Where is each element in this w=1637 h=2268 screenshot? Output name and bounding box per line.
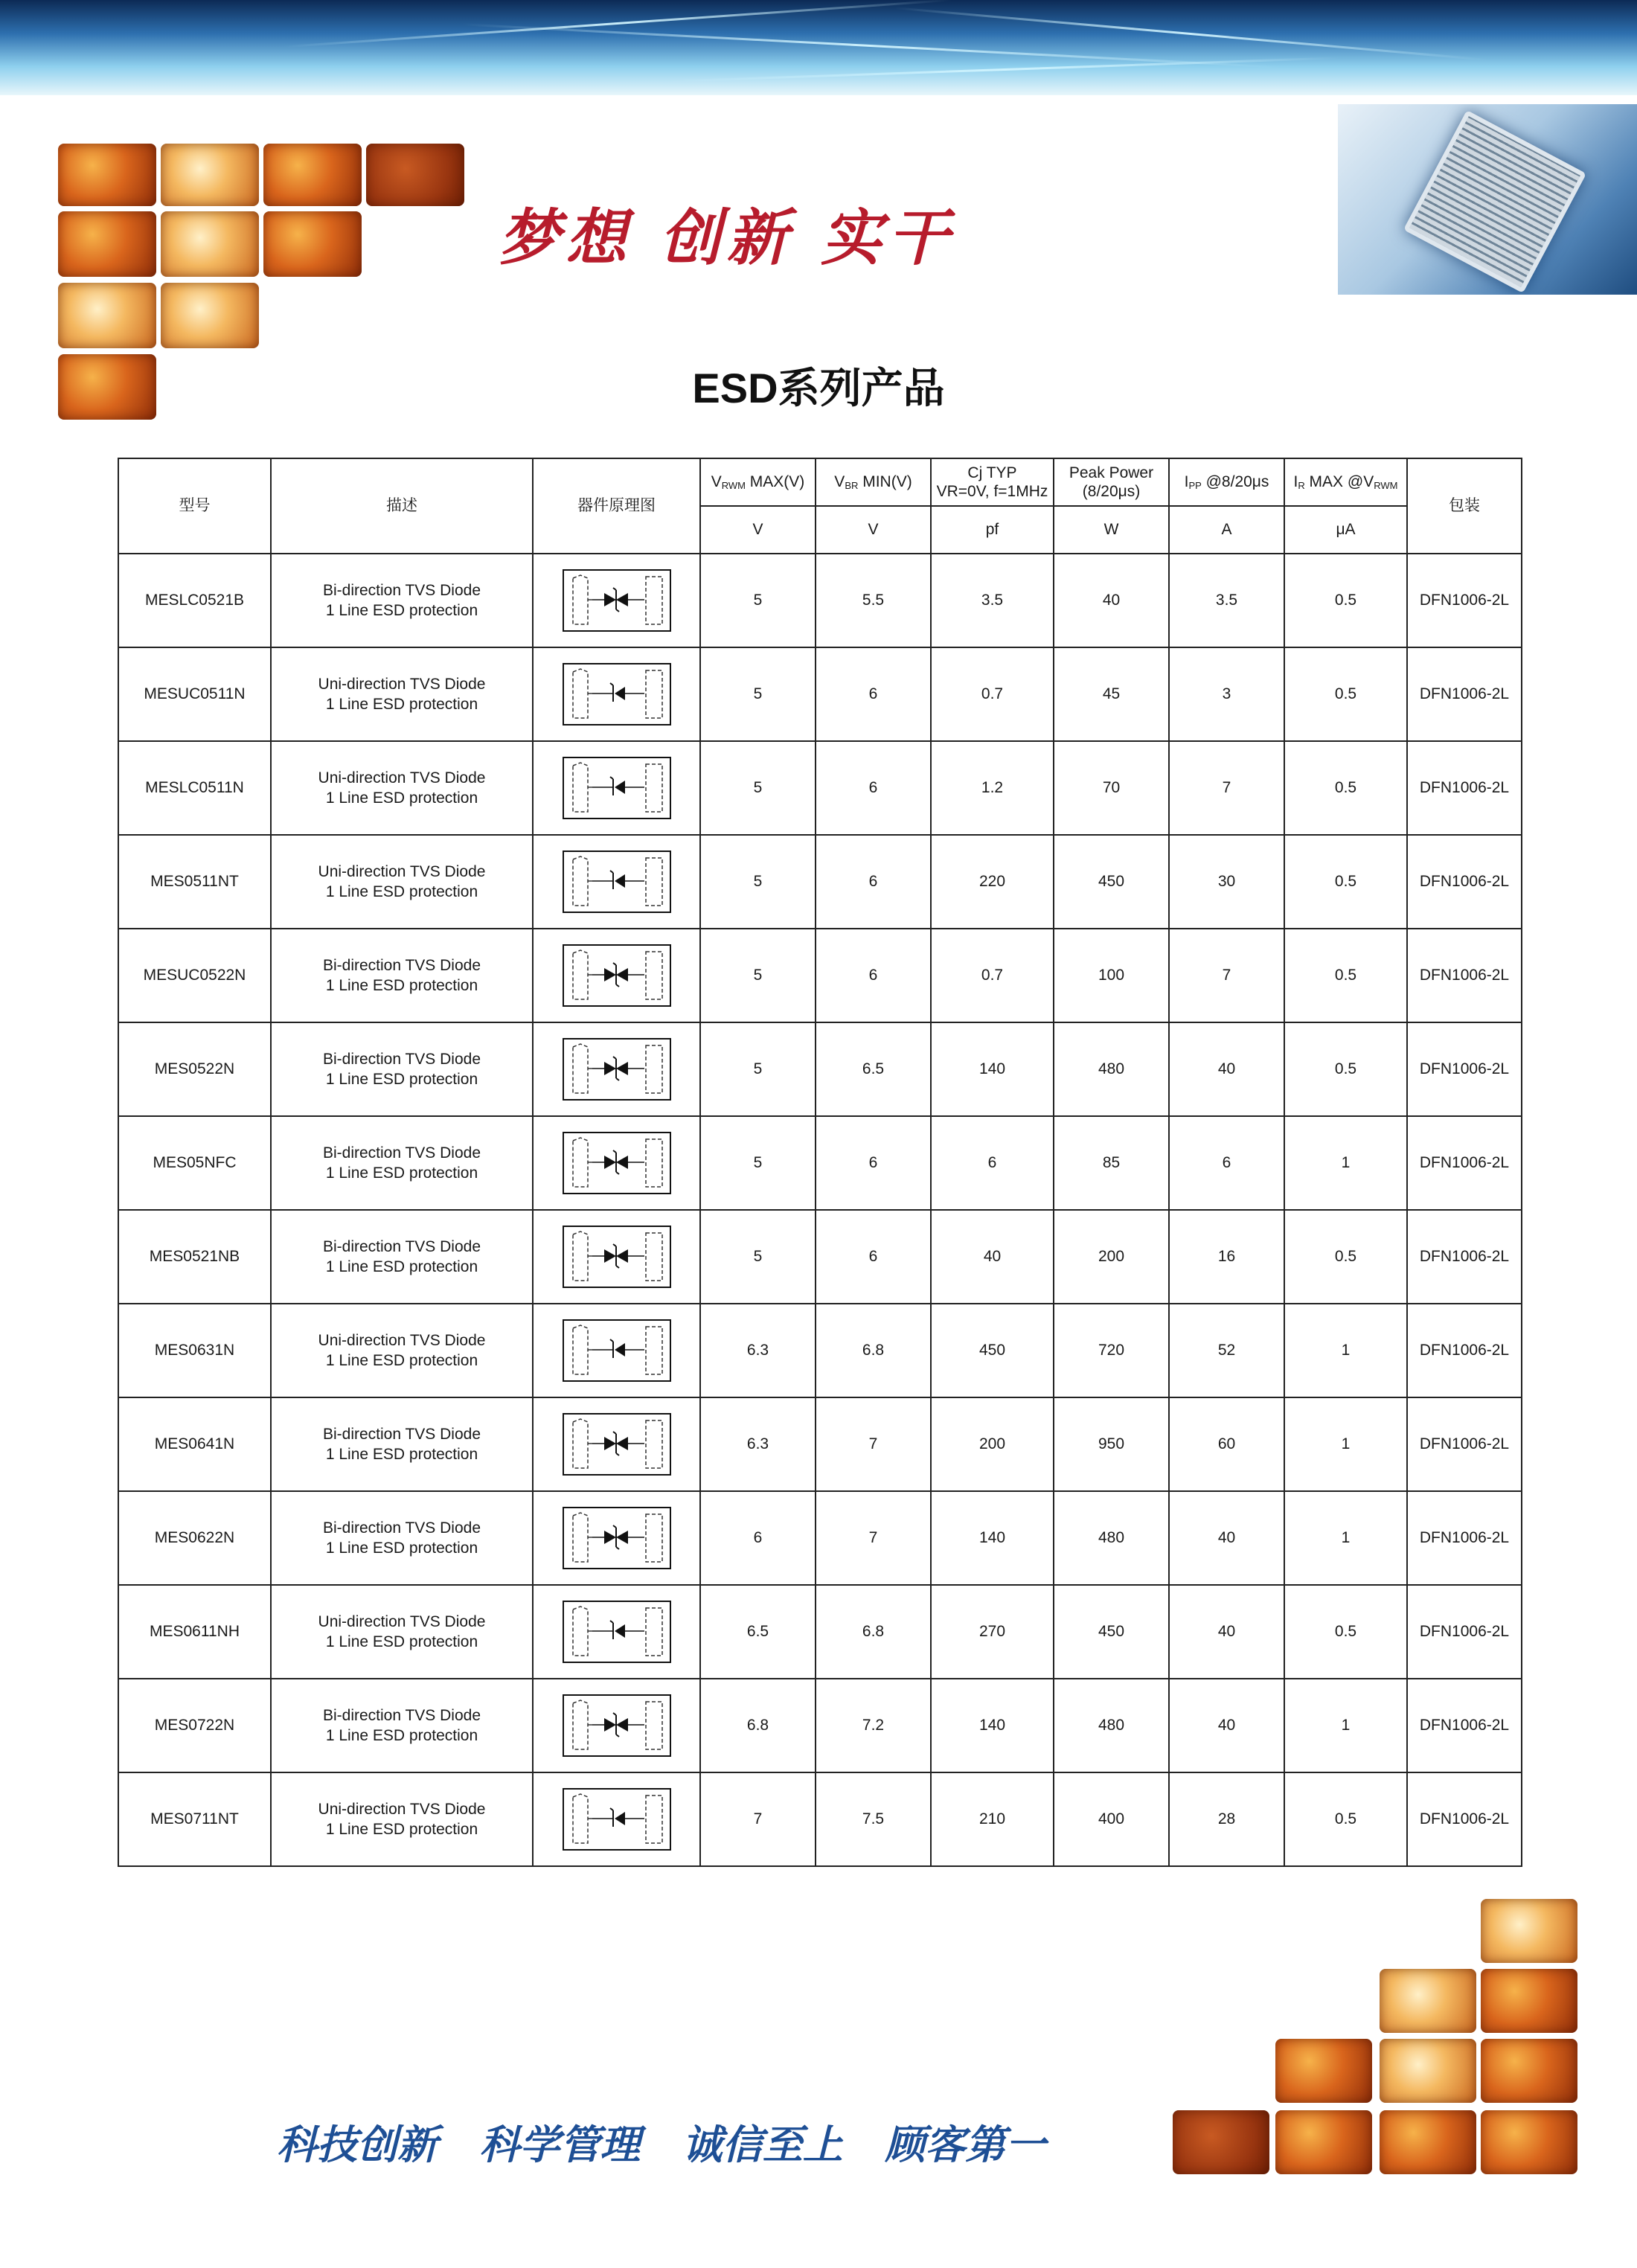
uni-directional-tvs-diode-icon [563, 1319, 671, 1382]
description-line-2: 1 Line ESD protection [325, 1633, 478, 1650]
cell-package: DFN1006-2L [1407, 1491, 1522, 1585]
cell-peak: 85 [1054, 1116, 1169, 1210]
cell-peak: 450 [1054, 835, 1169, 929]
table-row [118, 741, 1522, 835]
cell-ipp: 52 [1169, 1304, 1284, 1397]
cell-cj: 220 [931, 835, 1054, 929]
cell-package: DFN1006-2L [1407, 1116, 1522, 1210]
cell-ir: 0.5 [1284, 554, 1407, 647]
bi-directional-tvs-diode-icon [563, 1413, 671, 1476]
unit-cj: pf [931, 506, 1054, 554]
cell-vrwm: 7 [700, 1772, 816, 1866]
table-row [118, 1116, 1522, 1210]
cell-ipp: 6 [1169, 1116, 1284, 1210]
cell-schematic [533, 741, 700, 835]
cell-description [271, 1022, 533, 1116]
cell-package: DFN1006-2L [1407, 929, 1522, 1022]
table-row [118, 1585, 1522, 1679]
cell-package: DFN1006-2L [1407, 1304, 1522, 1397]
cell-vrwm: 5 [700, 647, 816, 741]
top-slogan: 梦想 创新 实干 [499, 202, 955, 274]
cell-ipp: 60 [1169, 1397, 1284, 1491]
cell-description [271, 835, 533, 929]
cell-vbr: 7.2 [816, 1679, 931, 1772]
header-package: 包装 [1407, 458, 1522, 554]
cell-vbr: 6 [816, 741, 931, 835]
description-line-2: 1 Line ESD protection [325, 1821, 478, 1838]
cell-vbr: 5.5 [816, 554, 931, 647]
bi-directional-tvs-diode-icon [563, 1694, 671, 1757]
cell-model: MES0521NB [118, 1210, 271, 1304]
cell-ipp: 30 [1169, 835, 1284, 929]
cell-vrwm: 5 [700, 1022, 816, 1116]
cell-vrwm: 5 [700, 554, 816, 647]
cell-vbr: 6 [816, 647, 931, 741]
cell-ir: 1 [1284, 1491, 1407, 1585]
cell-description [271, 554, 533, 647]
esd-product-table [118, 458, 1522, 1867]
header-row [118, 458, 1522, 506]
uni-directional-tvs-diode-icon [563, 850, 671, 913]
uni-directional-tvs-diode-icon [563, 757, 671, 819]
cell-model: MESLC0521B [118, 554, 271, 647]
header-cj: Cj TYP VR=0V, f=1MHz [931, 458, 1054, 506]
description-line-1: Uni-direction TVS Diode [318, 769, 486, 787]
cell-peak: 720 [1054, 1304, 1169, 1397]
cell-model: MESLC0511N [118, 741, 271, 835]
cell-ir: 1 [1284, 1116, 1407, 1210]
cell-package: DFN1006-2L [1407, 1397, 1522, 1491]
cell-schematic [533, 1585, 700, 1679]
cell-ir: 0.5 [1284, 647, 1407, 741]
cell-ir: 1 [1284, 1397, 1407, 1491]
cell-model: MESUC0522N [118, 929, 271, 1022]
cell-peak: 45 [1054, 647, 1169, 741]
description-line-1: Bi-direction TVS Diode [322, 1706, 481, 1724]
cell-package: DFN1006-2L [1407, 1210, 1522, 1304]
cell-vbr: 6.8 [816, 1304, 931, 1397]
cell-peak: 480 [1054, 1022, 1169, 1116]
header-schematic: 器件原理图 [533, 458, 700, 554]
description-line-1: Uni-direction TVS Diode [318, 862, 486, 880]
description-line-1: Uni-direction TVS Diode [318, 1612, 486, 1630]
header-model: 型号 [118, 458, 271, 554]
cell-package: DFN1006-2L [1407, 1772, 1522, 1866]
cell-ipp: 3 [1169, 647, 1284, 741]
top-banner [0, 0, 1637, 95]
cell-description [271, 1679, 533, 1772]
cell-vrwm: 6.3 [700, 1304, 816, 1397]
cell-schematic [533, 1116, 700, 1210]
description-line-2: 1 Line ESD protection [325, 883, 478, 900]
bi-directional-tvs-diode-icon [563, 944, 671, 1007]
table-row [118, 554, 1522, 647]
cell-vbr: 6 [816, 835, 931, 929]
cell-cj: 200 [931, 1397, 1054, 1491]
unit-ipp: A [1169, 506, 1284, 554]
cell-model: MESUC0511N [118, 647, 271, 741]
cell-ipp: 40 [1169, 1585, 1284, 1679]
description-line-1: Bi-direction TVS Diode [322, 1144, 481, 1162]
cell-description [271, 1397, 533, 1491]
description-line-2: 1 Line ESD protection [325, 789, 478, 807]
cell-model: MES0611NH [118, 1585, 271, 1679]
cell-peak: 100 [1054, 929, 1169, 1022]
cell-cj: 6 [931, 1116, 1054, 1210]
cell-vbr: 6.8 [816, 1585, 931, 1679]
cell-schematic [533, 1679, 700, 1772]
table-body [118, 554, 1522, 1866]
table-row [118, 1772, 1522, 1866]
table-row [118, 1210, 1522, 1304]
table-row [118, 1304, 1522, 1397]
description-line-1: Bi-direction TVS Diode [322, 1519, 481, 1537]
bottom-slogan: 科技创新 科学管理 诚信至上 顾客第一 [277, 2121, 1046, 2168]
chip-image [1403, 110, 1586, 293]
cell-cj: 270 [931, 1585, 1054, 1679]
cell-description [271, 929, 533, 1022]
cell-vrwm: 5 [700, 835, 816, 929]
cell-vrwm: 6 [700, 1491, 816, 1585]
cell-model: MES0622N [118, 1491, 271, 1585]
cell-peak: 480 [1054, 1679, 1169, 1772]
cell-schematic [533, 554, 700, 647]
cell-vbr: 6 [816, 1210, 931, 1304]
cell-schematic [533, 1397, 700, 1491]
page-title: ESD系列产品 [692, 365, 945, 411]
cell-vrwm: 6.3 [700, 1397, 816, 1491]
header-ir: $I_R$ MAX $@V_{RWM}$ [1284, 458, 1407, 506]
cell-ir: 0.5 [1284, 741, 1407, 835]
cell-cj: 40 [931, 1210, 1054, 1304]
table-row [118, 1022, 1522, 1116]
description-line-1: Uni-direction TVS Diode [318, 675, 486, 693]
cell-ir: 0.5 [1284, 1022, 1407, 1116]
unit-peak-power: W [1054, 506, 1169, 554]
cell-cj: 1.2 [931, 741, 1054, 835]
unit-ir: μA [1284, 506, 1407, 554]
cell-vbr: 6 [816, 1116, 931, 1210]
cell-peak: 70 [1054, 741, 1169, 835]
cell-model: MES0711NT [118, 1772, 271, 1866]
cell-ir: 0.5 [1284, 1772, 1407, 1866]
cell-package: DFN1006-2L [1407, 1022, 1522, 1116]
description-line-1: Bi-direction TVS Diode [322, 1237, 481, 1255]
cell-model: MES0641N [118, 1397, 271, 1491]
cell-model: MES0722N [118, 1679, 271, 1772]
uni-directional-tvs-diode-icon [563, 1601, 671, 1663]
cell-ir: 1 [1284, 1304, 1407, 1397]
header-description: 描述 [271, 458, 533, 554]
chip-photo [1338, 104, 1637, 295]
cell-vbr: 7 [816, 1491, 931, 1585]
cell-package: DFN1006-2L [1407, 1585, 1522, 1679]
bi-directional-tvs-diode-icon [563, 1038, 671, 1101]
cell-peak: 200 [1054, 1210, 1169, 1304]
cell-schematic [533, 929, 700, 1022]
unit-vrwm: V [700, 506, 816, 554]
description-line-1: Bi-direction TVS Diode [322, 581, 481, 599]
cell-vrwm: 5 [700, 1116, 816, 1210]
cell-ir: 0.5 [1284, 929, 1407, 1022]
table-row [118, 647, 1522, 741]
cell-model: MES0511NT [118, 835, 271, 929]
cell-ir: 0.5 [1284, 1585, 1407, 1679]
bi-directional-tvs-diode-icon [563, 1507, 671, 1569]
cell-description [271, 741, 533, 835]
bi-directional-tvs-diode-icon [563, 569, 671, 632]
cell-cj: 3.5 [931, 554, 1054, 647]
description-line-2: 1 Line ESD protection [325, 1540, 478, 1557]
unit-vbr: V [816, 506, 931, 554]
cell-cj: 450 [931, 1304, 1054, 1397]
cell-vrwm: 6.5 [700, 1585, 816, 1679]
description-line-1: Bi-direction TVS Diode [322, 1050, 481, 1068]
uni-directional-tvs-diode-icon [563, 663, 671, 725]
cell-cj: 140 [931, 1022, 1054, 1116]
cell-ipp: 3.5 [1169, 554, 1284, 647]
cell-package: DFN1006-2L [1407, 835, 1522, 929]
uni-directional-tvs-diode-icon [563, 1788, 671, 1851]
cell-cj: 140 [931, 1491, 1054, 1585]
cell-ipp: 16 [1169, 1210, 1284, 1304]
cell-peak: 950 [1054, 1397, 1169, 1491]
cell-description [271, 1585, 533, 1679]
cell-package: DFN1006-2L [1407, 1679, 1522, 1772]
description-line-1: Uni-direction TVS Diode [318, 1331, 486, 1349]
cell-peak: 40 [1054, 554, 1169, 647]
cell-package: DFN1006-2L [1407, 554, 1522, 647]
description-line-1: Bi-direction TVS Diode [322, 956, 481, 974]
description-line-2: 1 Line ESD protection [325, 696, 478, 713]
cell-ipp: 40 [1169, 1022, 1284, 1116]
table-row [118, 1397, 1522, 1491]
cell-schematic [533, 647, 700, 741]
cell-peak: 480 [1054, 1491, 1169, 1585]
table-row [118, 929, 1522, 1022]
cell-cj: 0.7 [931, 647, 1054, 741]
description-line-2: 1 Line ESD protection [325, 1071, 478, 1088]
description-line-2: 1 Line ESD protection [325, 1352, 478, 1369]
cell-vbr: 6.5 [816, 1022, 931, 1116]
description-line-2: 1 Line ESD protection [325, 1446, 478, 1463]
header-ipp: $I_{PP}$ @8/20μs [1169, 458, 1284, 506]
description-line-2: 1 Line ESD protection [325, 1165, 478, 1182]
bi-directional-tvs-diode-icon [563, 1132, 671, 1194]
cell-description [271, 1116, 533, 1210]
cell-vrwm: 5 [700, 741, 816, 835]
cell-vbr: 7.5 [816, 1772, 931, 1866]
header-vbr: $V_{BR}$ MIN(V) [816, 458, 931, 506]
cell-vbr: 6 [816, 929, 931, 1022]
description-line-2: 1 Line ESD protection [325, 1727, 478, 1744]
description-line-1: Bi-direction TVS Diode [322, 1425, 481, 1443]
cell-cj: 210 [931, 1772, 1054, 1866]
cell-cj: 0.7 [931, 929, 1054, 1022]
cell-ipp: 40 [1169, 1491, 1284, 1585]
header-vrwm: $V_{RWM}$ MAX(V) [700, 458, 816, 506]
cell-schematic [533, 1772, 700, 1866]
cell-ipp: 28 [1169, 1772, 1284, 1866]
cell-peak: 400 [1054, 1772, 1169, 1866]
header-peak-power: Peak Power (8/20μs) [1054, 458, 1169, 506]
cell-model: MES0631N [118, 1304, 271, 1397]
cell-description [271, 1210, 533, 1304]
cell-schematic [533, 1304, 700, 1397]
cell-package: DFN1006-2L [1407, 647, 1522, 741]
cell-ir: 1 [1284, 1679, 1407, 1772]
cell-vrwm: 5 [700, 929, 816, 1022]
cell-model: MES05NFC [118, 1116, 271, 1210]
description-line-2: 1 Line ESD protection [325, 1258, 478, 1275]
cell-description [271, 1304, 533, 1397]
cell-model: MES0522N [118, 1022, 271, 1116]
cell-vrwm: 6.8 [700, 1679, 816, 1772]
cell-vbr: 7 [816, 1397, 931, 1491]
cell-description [271, 1491, 533, 1585]
cell-ir: 0.5 [1284, 1210, 1407, 1304]
cell-ipp: 7 [1169, 929, 1284, 1022]
table-row [118, 1491, 1522, 1585]
bi-directional-tvs-diode-icon [563, 1226, 671, 1288]
description-line-2: 1 Line ESD protection [325, 977, 478, 994]
cell-schematic [533, 835, 700, 929]
description-line-2: 1 Line ESD protection [325, 602, 478, 619]
cell-cj: 140 [931, 1679, 1054, 1772]
cell-package: DFN1006-2L [1407, 741, 1522, 835]
description-line-1: Uni-direction TVS Diode [318, 1800, 486, 1818]
table-row [118, 835, 1522, 929]
cell-schematic [533, 1022, 700, 1116]
cell-ir: 0.5 [1284, 835, 1407, 929]
cell-ipp: 7 [1169, 741, 1284, 835]
cell-peak: 450 [1054, 1585, 1169, 1679]
cell-schematic [533, 1491, 700, 1585]
cell-ipp: 40 [1169, 1679, 1284, 1772]
cell-description [271, 647, 533, 741]
cell-schematic [533, 1210, 700, 1304]
cell-description [271, 1772, 533, 1866]
cell-vrwm: 5 [700, 1210, 816, 1304]
table-row [118, 1679, 1522, 1772]
